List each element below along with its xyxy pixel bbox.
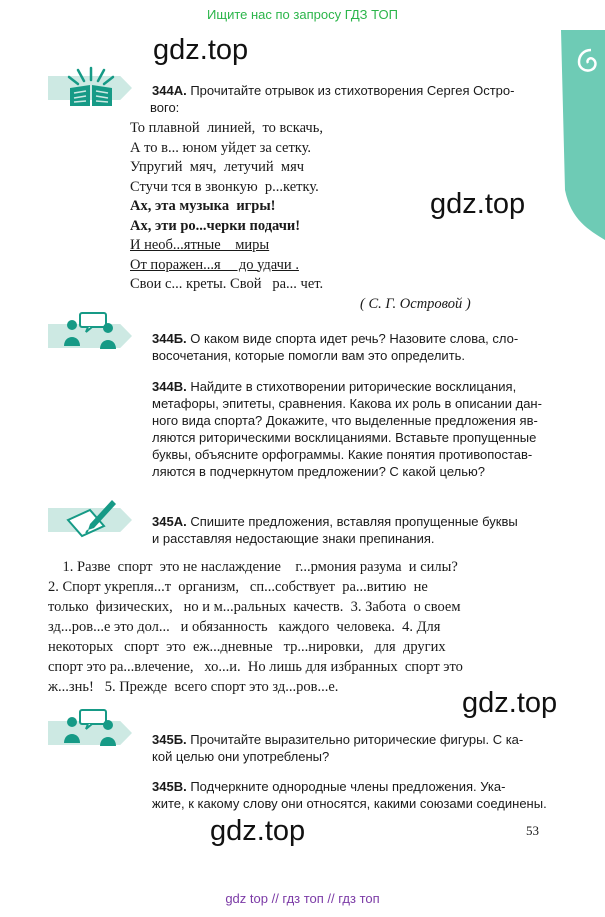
task-number: 345В.	[152, 779, 187, 794]
poem-line-underlined: От поражен...я до удачи .	[130, 256, 299, 273]
discuss-marker	[48, 715, 132, 749]
task-number: 344Б.	[152, 331, 187, 346]
task-text: ляются в подчеркнутом предложении? С какой целью?	[152, 464, 485, 479]
watermark: gdz.top	[210, 815, 306, 847]
open-book-icon	[64, 64, 118, 108]
poem-line: А то в... юном уйдет за сетку.	[130, 139, 312, 156]
task-text: Спишите предложения, вставляя пропущенные буквы	[186, 514, 518, 529]
write-marker	[48, 502, 132, 536]
discuss-marker	[48, 318, 132, 352]
exercise-line: некоторых спорт это еж...дневные тр...нировки, для других	[48, 639, 446, 655]
task-text: ляются риторическими восклицаниями. Вставьте пропущенные	[152, 430, 537, 445]
poem-line: Ах, эти ро...черки подачи!	[130, 217, 301, 234]
task-344v	[152, 378, 552, 480]
poem-line: Стучи тся в звонкую р...кетку.	[130, 178, 319, 195]
task-number: 344А.	[152, 83, 187, 98]
poem	[130, 119, 323, 295]
exercise-line: спорт это ра...влечение, хо...и. Но лишь для избранных спорт это	[48, 659, 463, 675]
footer-links[interactable]: gdz top // гдз топ // гдз топ	[225, 891, 380, 906]
exercise-line: 2. Спорт укрепля...т организм, сп...собствует ра...витию не	[48, 579, 428, 595]
watermark: gdz.top	[153, 34, 249, 66]
task-text: жите, к какому слову они относятся, какими союзами соединены.	[152, 796, 547, 811]
task-text: ного вида спорта? Докажите, что выделенные предложения яв-	[152, 413, 538, 428]
poem-author: ( С. Г. Островой )	[360, 296, 471, 312]
poem-line: Свои с... креты. Свой ра... чет.	[130, 276, 324, 292]
task-text: Прочитайте отрывок из стихотворения Сергея Остро-	[186, 83, 515, 98]
exercise-text	[48, 557, 541, 697]
poem-line: То плавной линией, то вскачь,	[130, 120, 323, 136]
watermark: gdz.top	[430, 188, 526, 220]
top-banner[interactable]: Ищите нас по запросу ГДЗ ТОП	[207, 7, 398, 22]
exercise-line: ж...знь! 5. Прежде всего спорт это зд...ров...е.	[48, 679, 339, 695]
exercise-line: только физических, но и м...ральных качеств. 3. Забота о своем	[48, 599, 461, 615]
task-number: 344В.	[152, 379, 187, 394]
poem-line: Упругий мяч, летучий мяч	[130, 159, 305, 175]
watermark: gdz.top	[462, 687, 558, 719]
exercise-line: 1. Разве спорт это не наслаждение г...рмония разума и силы?	[48, 559, 458, 575]
task-345v	[152, 778, 562, 812]
page-number: 53	[526, 823, 539, 838]
task-344b	[152, 330, 552, 364]
task-text: буквы, объясните орфограммы. Какие понятия противопостав-	[152, 447, 533, 462]
exercise-line: зд...ров...е это дол... и обязанность каждого человека. 4. Для	[48, 619, 441, 635]
task-text: Прочитайте выразительно риторические фигуры. С ка-	[186, 732, 524, 747]
discussion-people-icon	[64, 709, 118, 749]
task-number: 345Б.	[152, 732, 187, 747]
task-text: О каком виде спорта идет речь? Назовите слова, сло-	[186, 331, 519, 346]
poem-line: Ах, эта музыка игры!	[130, 198, 276, 214]
task-text: кой целью они употреблены?	[152, 749, 330, 764]
poem-line-underlined: И необ...ятные миры	[130, 237, 270, 253]
task-text: восочетания, которые помогли вам это определить.	[152, 348, 466, 363]
task-344a	[152, 82, 552, 116]
task-345a	[152, 513, 552, 547]
task-text: и расставляя недостающие знаки препинания.	[152, 531, 435, 546]
task-number: 345А.	[152, 514, 187, 529]
task-text: Найдите в стихотворении риторические восклицания,	[186, 379, 517, 394]
task-345b	[152, 731, 552, 765]
pen-writing-icon	[64, 496, 118, 538]
task-text: Подчеркните однородные члены предложения. Ука-	[186, 779, 506, 794]
task-text: вого:	[150, 100, 180, 115]
read-book-marker	[48, 70, 132, 104]
corner-swirl-decoration	[561, 30, 605, 240]
discussion-people-icon	[64, 312, 118, 352]
task-text: метафоры, эпитеты, сравнения. Какова их роль в описании дан-	[152, 396, 542, 411]
